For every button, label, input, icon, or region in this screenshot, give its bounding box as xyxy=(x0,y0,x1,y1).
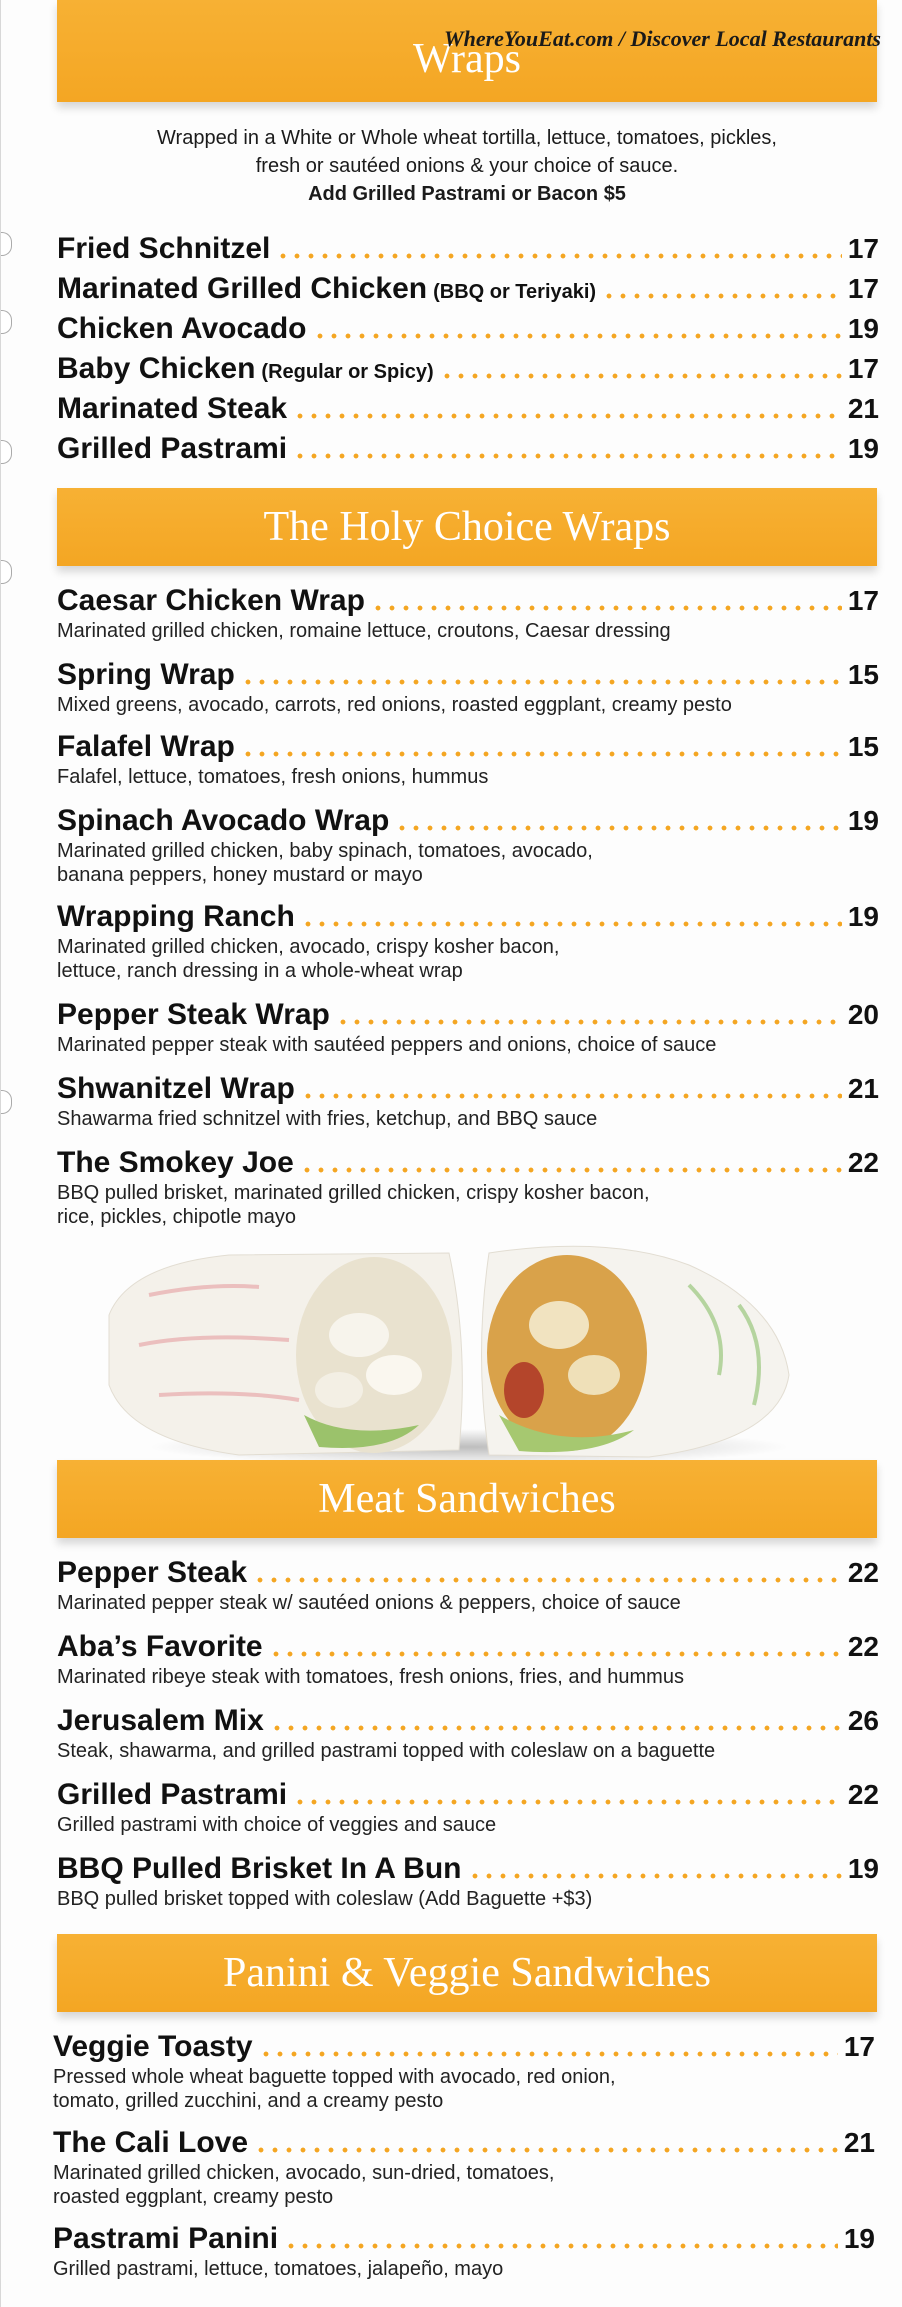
item-price: 19 xyxy=(847,901,879,932)
menu-item xyxy=(57,1146,879,1229)
dot-leader xyxy=(301,921,842,927)
dot-leader xyxy=(253,1577,842,1583)
item-name: Marinated Grilled Chicken xyxy=(57,272,428,305)
menu-item xyxy=(57,730,879,789)
dot-leader xyxy=(284,2243,838,2249)
dot-leader xyxy=(276,253,841,259)
item-description: Falafel, lettuce, tomatoes, fresh onions, hummus xyxy=(57,766,489,788)
item-description: Marinated grilled chicken, baby spinach, tomatoes, avocado, banana peppers, honey mustard or mayo xyxy=(57,840,593,886)
section-banner-panini-veggie xyxy=(57,1934,877,2012)
dot-leader xyxy=(313,333,842,339)
menu-item xyxy=(57,584,879,643)
sauce xyxy=(504,1362,544,1418)
item-description: Marinated pepper steak with sautéed peppers and onions, choice of sauce xyxy=(57,1034,717,1056)
item-price: 21 xyxy=(843,2127,875,2158)
menu-item xyxy=(57,232,879,266)
dot-leader xyxy=(241,679,842,685)
item-price: 22 xyxy=(847,1557,879,1588)
item-note: (Regular or Spicy) xyxy=(261,361,434,383)
dot-leader xyxy=(440,373,842,379)
intro-line: fresh or sautéed onions & your choice of sauce. xyxy=(255,155,679,177)
binder-hole xyxy=(1,440,12,464)
item-description: Grilled pastrami with choice of veggies and sauce xyxy=(57,1814,497,1836)
intro-line: Wrapped in a White or Whole wheat tortilla, lettuce, tomatoes, pickles, xyxy=(157,127,777,149)
wraps-intro xyxy=(57,124,877,208)
binder-hole xyxy=(1,310,12,334)
menu-item xyxy=(57,1556,879,1615)
item-price: 15 xyxy=(847,731,879,762)
chicken-piece xyxy=(568,1355,620,1395)
binder-hole xyxy=(1,232,12,256)
menu-item xyxy=(57,1704,879,1763)
dot-leader xyxy=(270,1725,842,1731)
dot-leader xyxy=(336,1019,842,1025)
item-description: Mixed greens, avocado, carrots, red onions, roasted eggplant, creamy pesto xyxy=(57,694,732,716)
menu-item xyxy=(57,272,879,306)
dot-leader xyxy=(241,751,842,757)
item-name: The Smokey Joe xyxy=(57,1146,294,1179)
item-name: Baby Chicken xyxy=(57,352,256,385)
item-description: Marinated grilled chicken, avocado, sun-dried, tomatoes, roasted eggplant, creamy pesto xyxy=(53,2162,555,2208)
item-name: Pepper Steak Wrap xyxy=(57,998,330,1031)
item-name: Fried Schnitzel xyxy=(57,232,271,265)
menu-item xyxy=(53,2126,875,2209)
item-price: 17 xyxy=(847,233,879,264)
menu-item xyxy=(57,432,879,466)
item-name: Spinach Avocado Wrap xyxy=(57,804,390,837)
dot-leader xyxy=(395,825,842,831)
item-price: 19 xyxy=(843,2223,875,2254)
menu-item xyxy=(57,998,879,1057)
dot-leader xyxy=(301,1093,842,1099)
menu-item xyxy=(57,1778,879,1837)
item-price: 22 xyxy=(847,1631,879,1662)
item-price: 22 xyxy=(847,1147,879,1178)
menu-item xyxy=(57,1852,879,1911)
item-price: 19 xyxy=(847,805,879,836)
menu-item xyxy=(57,352,879,386)
item-description: Steak, shawarma, and grilled pastrami topped with coleslaw on a baguette xyxy=(57,1740,716,1762)
chicken-piece xyxy=(529,1301,589,1349)
addon-note: Add Grilled Pastrami or Bacon $5 xyxy=(308,183,626,205)
menu-item xyxy=(57,900,879,983)
menu-item xyxy=(53,2030,875,2113)
section-title: Panini & Veggie Sandwiches xyxy=(222,1950,711,1996)
item-name: Shwanitzel Wrap xyxy=(57,1072,295,1105)
item-name: Caesar Chicken Wrap xyxy=(57,584,365,617)
section-banner-holy-choice-wraps xyxy=(57,488,877,566)
item-name: Grilled Pastrami xyxy=(57,1778,288,1811)
item-name: Veggie Toasty xyxy=(53,2030,253,2063)
item-name: Grilled Pastrami xyxy=(57,432,288,465)
watermark: WhereYouEat.com / Discover Local Restaurants xyxy=(444,26,881,51)
item-price: 17 xyxy=(843,2031,875,2062)
menu-item xyxy=(57,392,879,426)
dot-leader xyxy=(254,2147,838,2153)
dot-leader xyxy=(293,453,842,459)
section-banner-meat-sandwiches xyxy=(57,1460,877,1538)
dot-leader xyxy=(293,1799,842,1805)
item-description: Shawarma fried schnitzel with fries, ketchup, and BBQ sauce xyxy=(57,1108,598,1130)
menu-item xyxy=(57,1072,879,1131)
item-price: 21 xyxy=(847,1073,879,1104)
dot-leader xyxy=(468,1873,842,1879)
section-title: The Holy Choice Wraps xyxy=(263,504,671,550)
binder-hole xyxy=(1,1090,12,1114)
menu-item xyxy=(57,312,879,346)
item-price: 21 xyxy=(847,393,879,424)
wrap-photo xyxy=(89,1225,829,1465)
item-description: Marinated grilled chicken, avocado, crispy kosher bacon, lettuce, ranch dressing in a whole-wheat wrap xyxy=(57,936,560,982)
item-description: Marinated ribeye steak with tomatoes, fresh onions, fries, and hummus xyxy=(57,1666,684,1688)
item-price: 20 xyxy=(847,999,879,1030)
item-description: BBQ pulled brisket, marinated grilled chicken, crispy kosher bacon, rice, pickles, chipotle mayo xyxy=(57,1182,650,1228)
item-description: Marinated pepper steak w/ sautéed onions & peppers, choice of sauce xyxy=(57,1592,681,1614)
item-price: 22 xyxy=(847,1779,879,1810)
item-name: Chicken Avocado xyxy=(57,312,307,345)
section-title: Wraps xyxy=(413,36,521,82)
item-description: Marinated grilled chicken, romaine lettuce, croutons, Caesar dressing xyxy=(57,620,671,642)
item-name: Falafel Wrap xyxy=(57,730,235,763)
item-name: Pastrami Panini xyxy=(53,2222,279,2255)
item-name: Wrapping Ranch xyxy=(57,900,295,933)
item-price: 15 xyxy=(847,659,879,690)
item-name: Pepper Steak xyxy=(57,1556,248,1589)
menu-item xyxy=(53,2222,875,2281)
section-title: Meat Sandwiches xyxy=(318,1476,616,1522)
item-price: 17 xyxy=(847,585,879,616)
dot-leader xyxy=(371,605,842,611)
item-price: 17 xyxy=(847,353,879,384)
dot-leader xyxy=(269,1651,842,1657)
item-description: Grilled pastrami, lettuce, tomatoes, jalapeño, mayo xyxy=(53,2258,504,2280)
dot-leader xyxy=(293,413,842,419)
dot-leader xyxy=(259,2051,838,2057)
menu-item xyxy=(57,1630,879,1689)
item-name: The Cali Love xyxy=(53,2126,249,2159)
item-note: (BBQ or Teriyaki) xyxy=(433,281,597,303)
item-description: BBQ pulled brisket topped with coleslaw (Add Baguette +$3) xyxy=(57,1888,593,1910)
item-price: 26 xyxy=(847,1705,879,1736)
menu-item xyxy=(57,804,879,887)
item-name: Aba’s Favorite xyxy=(57,1630,263,1663)
item-price: 17 xyxy=(847,273,879,304)
chicken-piece xyxy=(329,1313,389,1357)
chicken-piece xyxy=(366,1355,422,1395)
item-price: 19 xyxy=(847,313,879,344)
binder-hole xyxy=(1,560,12,584)
dot-leader xyxy=(602,293,842,299)
item-name: Spring Wrap xyxy=(57,658,235,691)
menu-item xyxy=(57,658,879,717)
item-name: Marinated Steak xyxy=(57,392,288,425)
item-name: BBQ Pulled Brisket In A Bun xyxy=(57,1852,462,1885)
item-name: Jerusalem Mix xyxy=(57,1704,264,1737)
item-description: Pressed whole wheat baguette topped with avocado, red onion, tomato, grilled zucchini, and a creamy pesto xyxy=(53,2066,616,2112)
chicken-piece xyxy=(315,1372,363,1408)
item-price: 19 xyxy=(847,433,879,464)
dot-leader xyxy=(300,1167,842,1173)
item-price: 19 xyxy=(847,1853,879,1884)
